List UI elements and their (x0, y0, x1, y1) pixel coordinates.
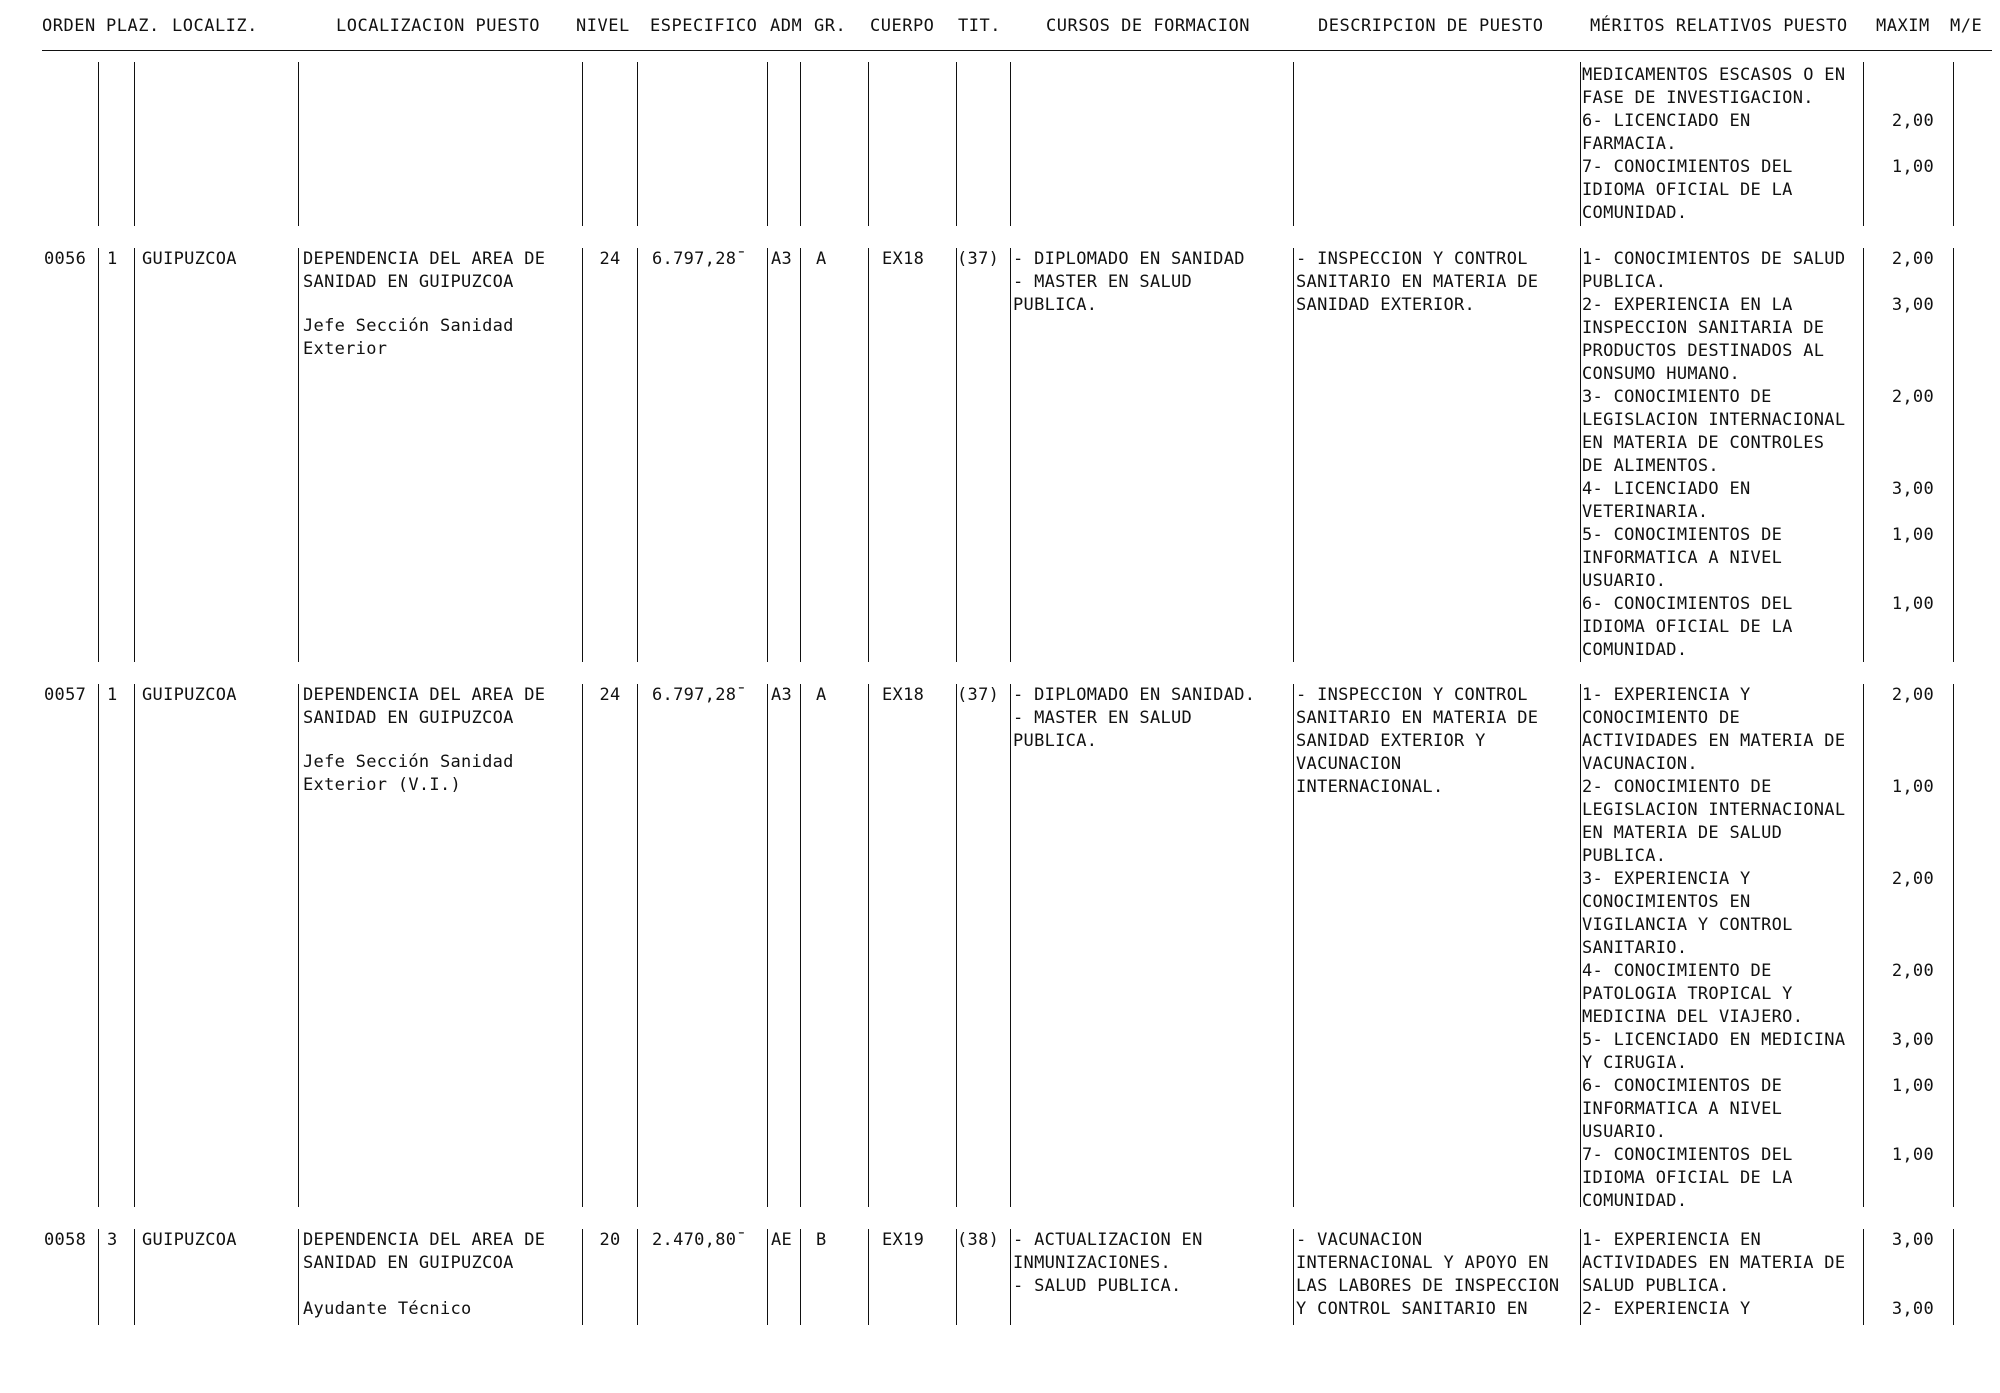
merit-line: COMUNIDAD. (1582, 640, 1688, 660)
merit-line: CONOCIMIENTO DE (1582, 708, 1741, 728)
merit-line: 2- EXPERIENCIA EN LA (1582, 295, 1793, 315)
cursos-line: - MASTER EN SALUD (1013, 708, 1193, 728)
merit-line: SALUD PUBLICA. (1582, 1276, 1730, 1296)
header-orden: ORDEN (42, 16, 96, 36)
merit-line: 6- LICENCIADO EN (1582, 111, 1751, 131)
cargo-line: Exterior (303, 339, 388, 359)
especifico-cell: 6.797,28¯ (652, 249, 747, 269)
grid-line (1863, 684, 1864, 1207)
nivel-cell: 24 (599, 249, 621, 269)
merit-line: 4- CONOCIMIENTO DE (1582, 961, 1772, 981)
merit-max: 2,00 (1891, 387, 1934, 407)
merit-line: 1- EXPERIENCIA Y (1582, 685, 1751, 705)
orden-cell: 0056 (44, 249, 87, 269)
merit-line: IDIOMA OFICIAL DE LA (1582, 180, 1793, 200)
descripcion-line: SANIDAD EXTERIOR. (1296, 295, 1476, 315)
grid-line (134, 248, 135, 662)
descripcion-line: VACUNACION (1296, 754, 1402, 774)
grid-line (767, 248, 768, 662)
merit-line: PUBLICA. (1582, 272, 1667, 292)
adm-cell: AE (771, 1230, 793, 1250)
header-cursos: CURSOS DE FORMACION (1046, 16, 1250, 36)
merit-line: VIGILANCIA Y CONTROL (1582, 915, 1793, 935)
localiz-cell: GUIPUZCOA (142, 685, 237, 705)
grid-line (1863, 62, 1864, 226)
merit-line: INFORMATICA A NIVEL (1582, 1099, 1783, 1119)
grid-line (767, 684, 768, 1207)
adm-cell: A3 (771, 685, 793, 705)
merit-line: MEDICINA DEL VIAJERO. (1582, 1007, 1804, 1027)
grid-line (1863, 248, 1864, 662)
merit-max: 1,00 (1891, 1076, 1934, 1096)
grid-line (1293, 248, 1294, 662)
grid-line (637, 62, 638, 226)
cursos-line: - DIPLOMADO EN SANIDAD (1013, 249, 1245, 269)
cargo-line: Ayudante Técnico (303, 1299, 472, 1319)
header-gr: GR. (814, 16, 847, 36)
header-maxim: MAXIM (1876, 16, 1930, 36)
adm-cell: A3 (771, 249, 793, 269)
orden-cell: 0057 (44, 685, 87, 705)
grid-line (134, 1229, 135, 1325)
merit-line: CONSUMO HUMANO. (1582, 364, 1741, 384)
merit-line: SANITARIO. (1582, 938, 1688, 958)
merit-line: LEGISLACION INTERNACIONAL (1582, 800, 1846, 820)
merit-max: 1,00 (1891, 525, 1934, 545)
merit-line: LEGISLACION INTERNACIONAL (1582, 410, 1846, 430)
merit-line: 2- EXPERIENCIA Y (1582, 1299, 1751, 1319)
descripcion-line: SANITARIO EN MATERIA DE (1296, 272, 1539, 292)
descripcion-line: INTERNACIONAL Y APOYO EN (1296, 1253, 1549, 1273)
header-localizacion-puesto: LOCALIZACION PUESTO (336, 16, 540, 36)
merit-line: Y CIRUGIA. (1582, 1053, 1688, 1073)
header-plaz: PLAZ. (106, 16, 160, 36)
merit-line: EN MATERIA DE CONTROLES (1582, 433, 1825, 453)
merit-line: FASE DE INVESTIGACION. (1582, 88, 1814, 108)
grid-line (1293, 62, 1294, 226)
descripcion-line: SANITARIO EN MATERIA DE (1296, 708, 1539, 728)
grid-line (1580, 248, 1581, 662)
merit-line: USUARIO. (1582, 571, 1667, 591)
localiz-cell: GUIPUZCOA (142, 1230, 237, 1250)
grid-line (1010, 684, 1011, 1207)
header-cuerpo: CUERPO (870, 16, 935, 36)
merit-line: 6- CONOCIMIENTOS DE (1582, 1076, 1783, 1096)
descripcion-line: LAS LABORES DE INSPECCION (1296, 1276, 1560, 1296)
grid-line (1010, 62, 1011, 226)
especifico-cell: 6.797,28¯ (652, 685, 747, 705)
header-meritos: MÉRITOS RELATIVOS PUESTO (1590, 16, 1848, 36)
plaz-cell: 1 (107, 685, 118, 705)
merit-max: 3,00 (1891, 295, 1934, 315)
header-especifico: ESPECIFICO (650, 16, 758, 36)
descripcion-line: - INSPECCION Y CONTROL (1296, 249, 1528, 269)
grid-line (1580, 684, 1581, 1207)
grid-line (868, 248, 869, 662)
grid-line (1953, 62, 1954, 226)
merit-line: 4- LICENCIADO EN (1582, 479, 1751, 499)
puesto-line: SANIDAD EN GUIPUZCOA (303, 708, 514, 728)
header-divider (42, 50, 1992, 51)
tit-cell: (37) (957, 685, 1000, 705)
merit-line: VETERINARIA. (1582, 502, 1709, 522)
merit-line: 7- CONOCIMIENTOS DEL (1582, 1145, 1793, 1165)
grid-line (582, 1229, 583, 1325)
merit-line: EN MATERIA DE SALUD (1582, 823, 1783, 843)
gr-cell: A (816, 685, 827, 705)
header-localiz: LOCALIZ. (172, 16, 258, 36)
grid-line (582, 248, 583, 662)
cargo-line: Jefe Sección Sanidad (303, 752, 514, 772)
grid-line (134, 684, 135, 1207)
grid-line (637, 1229, 638, 1325)
grid-line (1580, 62, 1581, 226)
descripcion-line: INTERNACIONAL. (1296, 777, 1444, 797)
plaz-cell: 1 (107, 249, 118, 269)
merit-line: VACUNACION. (1582, 754, 1698, 774)
grid-line (1953, 1229, 1954, 1325)
grid-line (1293, 1229, 1294, 1325)
header-adm: ADM (770, 16, 803, 36)
merit-max: 3,00 (1891, 1030, 1934, 1050)
merit-line: 7- CONOCIMIENTOS DEL (1582, 157, 1793, 177)
merit-line: PATOLOGIA TROPICAL Y (1582, 984, 1793, 1004)
grid-line (98, 248, 99, 662)
grid-line (1010, 1229, 1011, 1325)
merit-line: COMUNIDAD. (1582, 203, 1688, 223)
merit-line: 2- CONOCIMIENTO DE (1582, 777, 1772, 797)
merit-line: 1- EXPERIENCIA EN (1582, 1230, 1762, 1250)
cursos-line: - DIPLOMADO EN SANIDAD. (1013, 685, 1256, 705)
tit-cell: (37) (957, 249, 1000, 269)
merit-line: 1- CONOCIMIENTOS DE SALUD (1582, 249, 1846, 269)
nivel-cell: 20 (599, 1230, 621, 1250)
cuerpo-cell: EX18 (882, 685, 925, 705)
merit-max: 2,00 (1891, 111, 1934, 131)
cursos-line: INMUNIZACIONES. (1013, 1253, 1172, 1273)
cargo-line: Exterior (V.I.) (303, 775, 462, 795)
grid-line (298, 684, 299, 1207)
merit-line: IDIOMA OFICIAL DE LA (1582, 1168, 1793, 1188)
merit-max: 3,00 (1891, 1299, 1934, 1319)
especifico-cell: 2.470,80¯ (652, 1230, 747, 1250)
grid-line (800, 248, 801, 662)
grid-line (637, 248, 638, 662)
merit-line: 5- CONOCIMIENTOS DE (1582, 525, 1783, 545)
grid-line (868, 62, 869, 226)
merit-max: 3,00 (1891, 479, 1934, 499)
cursos-line: PUBLICA. (1013, 731, 1098, 751)
puesto-line: DEPENDENCIA DEL AREA DE (303, 685, 546, 705)
cuerpo-cell: EX19 (882, 1230, 925, 1250)
grid-line (98, 1229, 99, 1325)
grid-line (767, 62, 768, 226)
tit-cell: (38) (957, 1230, 1000, 1250)
descripcion-line: Y CONTROL SANITARIO EN (1296, 1299, 1528, 1319)
merit-max: 3,00 (1891, 1230, 1934, 1250)
header-me: M/E (1950, 16, 1983, 36)
merit-line: DE ALIMENTOS. (1582, 456, 1719, 476)
merit-line: FARMACIA. (1582, 134, 1677, 154)
merit-line: ACTIVIDADES EN MATERIA DE (1582, 1253, 1846, 1273)
descripcion-line: SANIDAD EXTERIOR Y (1296, 731, 1486, 751)
merit-line: 5- LICENCIADO EN MEDICINA (1582, 1030, 1846, 1050)
grid-line (800, 62, 801, 226)
merit-line: ACTIVIDADES EN MATERIA DE (1582, 731, 1846, 751)
descripcion-line: - VACUNACION (1296, 1230, 1423, 1250)
orden-cell: 0058 (44, 1230, 87, 1250)
merit-max: 2,00 (1891, 961, 1934, 981)
puesto-line: DEPENDENCIA DEL AREA DE (303, 1230, 546, 1250)
grid-line (800, 684, 801, 1207)
grid-line (800, 1229, 801, 1325)
nivel-cell: 24 (599, 685, 621, 705)
grid-line (298, 248, 299, 662)
cursos-line: - MASTER EN SALUD (1013, 272, 1193, 292)
merit-max: 2,00 (1891, 249, 1934, 269)
grid-line (956, 62, 957, 226)
grid-line (1953, 684, 1954, 1207)
merit-line: PRODUCTOS DESTINADOS AL (1582, 341, 1825, 361)
grid-line (767, 1229, 768, 1325)
grid-line (1580, 1229, 1581, 1325)
grid-line (868, 684, 869, 1207)
grid-line (98, 684, 99, 1207)
merit-max: 2,00 (1891, 869, 1934, 889)
merit-line: INSPECCION SANITARIA DE (1582, 318, 1825, 338)
header-tit: TIT. (958, 16, 1001, 36)
merit-max: 1,00 (1891, 157, 1934, 177)
localiz-cell: GUIPUZCOA (142, 249, 237, 269)
merit-line: MEDICAMENTOS ESCASOS O EN (1582, 65, 1846, 85)
merit-line: IDIOMA OFICIAL DE LA (1582, 617, 1793, 637)
merit-line: 3- EXPERIENCIA Y (1582, 869, 1751, 889)
header-descripcion: DESCRIPCION DE PUESTO (1318, 16, 1544, 36)
gr-cell: A (816, 249, 827, 269)
merit-line: 6- CONOCIMIENTOS DEL (1582, 594, 1793, 614)
cursos-line: - SALUD PUBLICA. (1013, 1276, 1182, 1296)
grid-line (98, 62, 99, 226)
merit-line: PUBLICA. (1582, 846, 1667, 866)
grid-line (1010, 248, 1011, 662)
grid-line (134, 62, 135, 226)
grid-line (637, 684, 638, 1207)
grid-line (1863, 1229, 1864, 1325)
merit-line: COMUNIDAD. (1582, 1191, 1688, 1211)
grid-line (1293, 684, 1294, 1207)
merit-line: 3- CONOCIMIENTO DE (1582, 387, 1772, 407)
plaz-cell: 3 (107, 1230, 118, 1250)
grid-line (298, 62, 299, 226)
grid-line (582, 62, 583, 226)
puesto-line: DEPENDENCIA DEL AREA DE (303, 249, 546, 269)
cursos-line: - ACTUALIZACION EN (1013, 1230, 1203, 1250)
cursos-line: PUBLICA. (1013, 295, 1098, 315)
cargo-line: Jefe Sección Sanidad (303, 316, 514, 336)
grid-line (1953, 248, 1954, 662)
grid-line (956, 684, 957, 1207)
puesto-line: SANIDAD EN GUIPUZCOA (303, 272, 514, 292)
grid-line (298, 1229, 299, 1325)
grid-line (956, 248, 957, 662)
descripcion-line: - INSPECCION Y CONTROL (1296, 685, 1528, 705)
grid-line (582, 684, 583, 1207)
merit-max: 1,00 (1891, 594, 1934, 614)
merit-line: INFORMATICA A NIVEL (1582, 548, 1783, 568)
gr-cell: B (816, 1230, 827, 1250)
merit-max: 1,00 (1891, 777, 1934, 797)
merit-line: USUARIO. (1582, 1122, 1667, 1142)
header-nivel: NIVEL (576, 16, 630, 36)
merit-max: 1,00 (1891, 1145, 1934, 1165)
merit-line: CONOCIMIENTOS EN (1582, 892, 1751, 912)
merit-max: 2,00 (1891, 685, 1934, 705)
cuerpo-cell: EX18 (882, 249, 925, 269)
grid-line (868, 1229, 869, 1325)
puesto-line: SANIDAD EN GUIPUZCOA (303, 1253, 514, 1273)
